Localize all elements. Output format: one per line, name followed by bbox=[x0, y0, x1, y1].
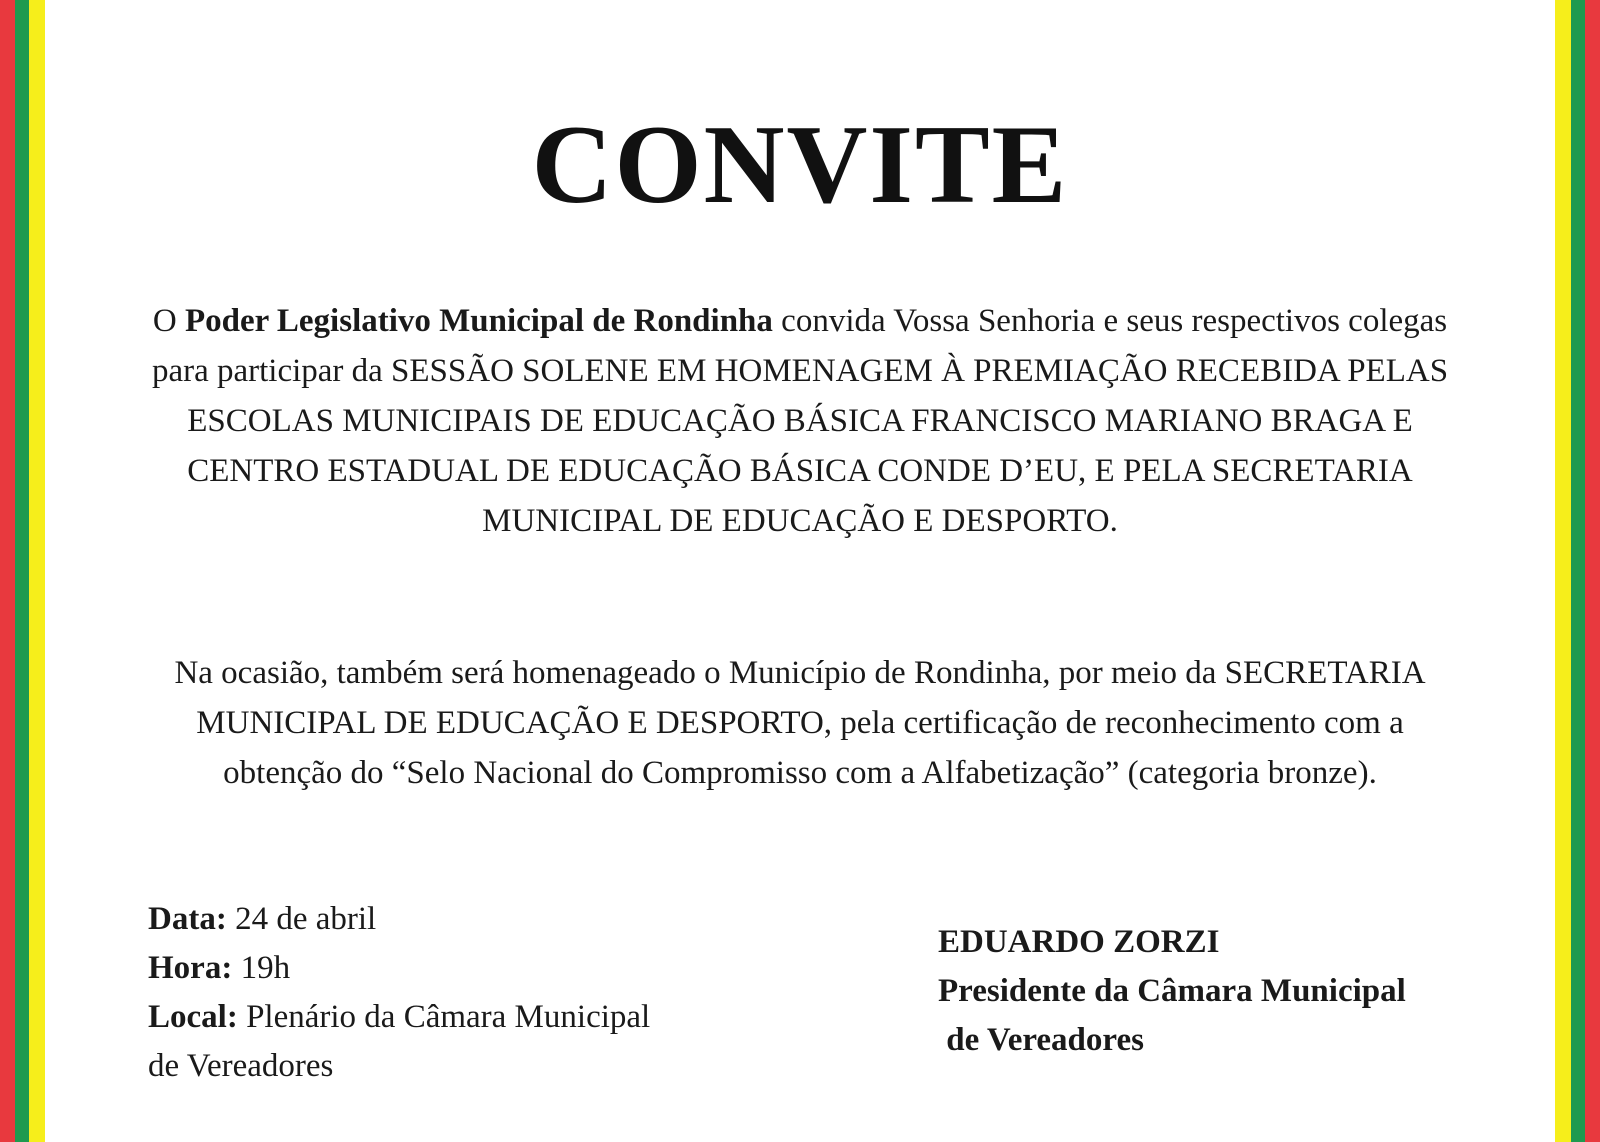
date-label: Data: bbox=[148, 901, 227, 937]
date-value: 24 de abril bbox=[226, 901, 377, 937]
place-row-continued: de Vereadores bbox=[148, 1048, 334, 1084]
time-value: 19h bbox=[232, 950, 291, 986]
organization-name: Poder Legislativo Municipal de Rondinha bbox=[184, 303, 773, 339]
page-title: CONVITE bbox=[531, 103, 1069, 227]
date-row bbox=[148, 895, 788, 944]
place-value: Plenário da Câmara Municipal bbox=[237, 999, 651, 1035]
homage-paragraph: Na ocasião, também será homenageado o Município de Rondinha, por meio da SECRETARIA MUNICIPAL DE EDUCAÇÃO E DESPORTO, pela certificação de reconhecimento com a obtenção do “Selo Nacional do Compromisso com a Alfabetização” (categoria bronze). bbox=[174, 655, 1426, 791]
time-label: Hora: bbox=[148, 950, 233, 986]
invitation-intro: O bbox=[152, 303, 185, 339]
signature-block bbox=[938, 918, 1538, 1065]
signatory-name: EDUARDO ZORZI bbox=[938, 924, 1220, 960]
time-row bbox=[148, 944, 788, 993]
signatory-role: Presidente da Câmara Municipal bbox=[938, 973, 1406, 1009]
signatory-role-continued: de Vereadores bbox=[938, 1022, 1144, 1058]
place-label: Local: bbox=[148, 999, 238, 1035]
invitation-body: convida Vossa Senhoria e seus respectivos colegas para participar da SESSÃO SOLENE EM HOMENAGEM À PREMIAÇÃO RECEBIDA PELAS ESCOLAS MUNICIPAIS DE EDUCAÇÃO BÁSICA FRANCISCO MARIANO BRAGA E CENTRO ESTADUAL DE EDUCAÇÃO BÁSICA CONDE D’EU, E PELA SECRETARIA MUNICIPAL DE EDUCAÇÃO E DESPORTO. bbox=[151, 303, 1449, 539]
invitation-paragraph bbox=[140, 296, 1460, 546]
event-details bbox=[148, 895, 788, 1091]
place-row bbox=[148, 993, 788, 1042]
